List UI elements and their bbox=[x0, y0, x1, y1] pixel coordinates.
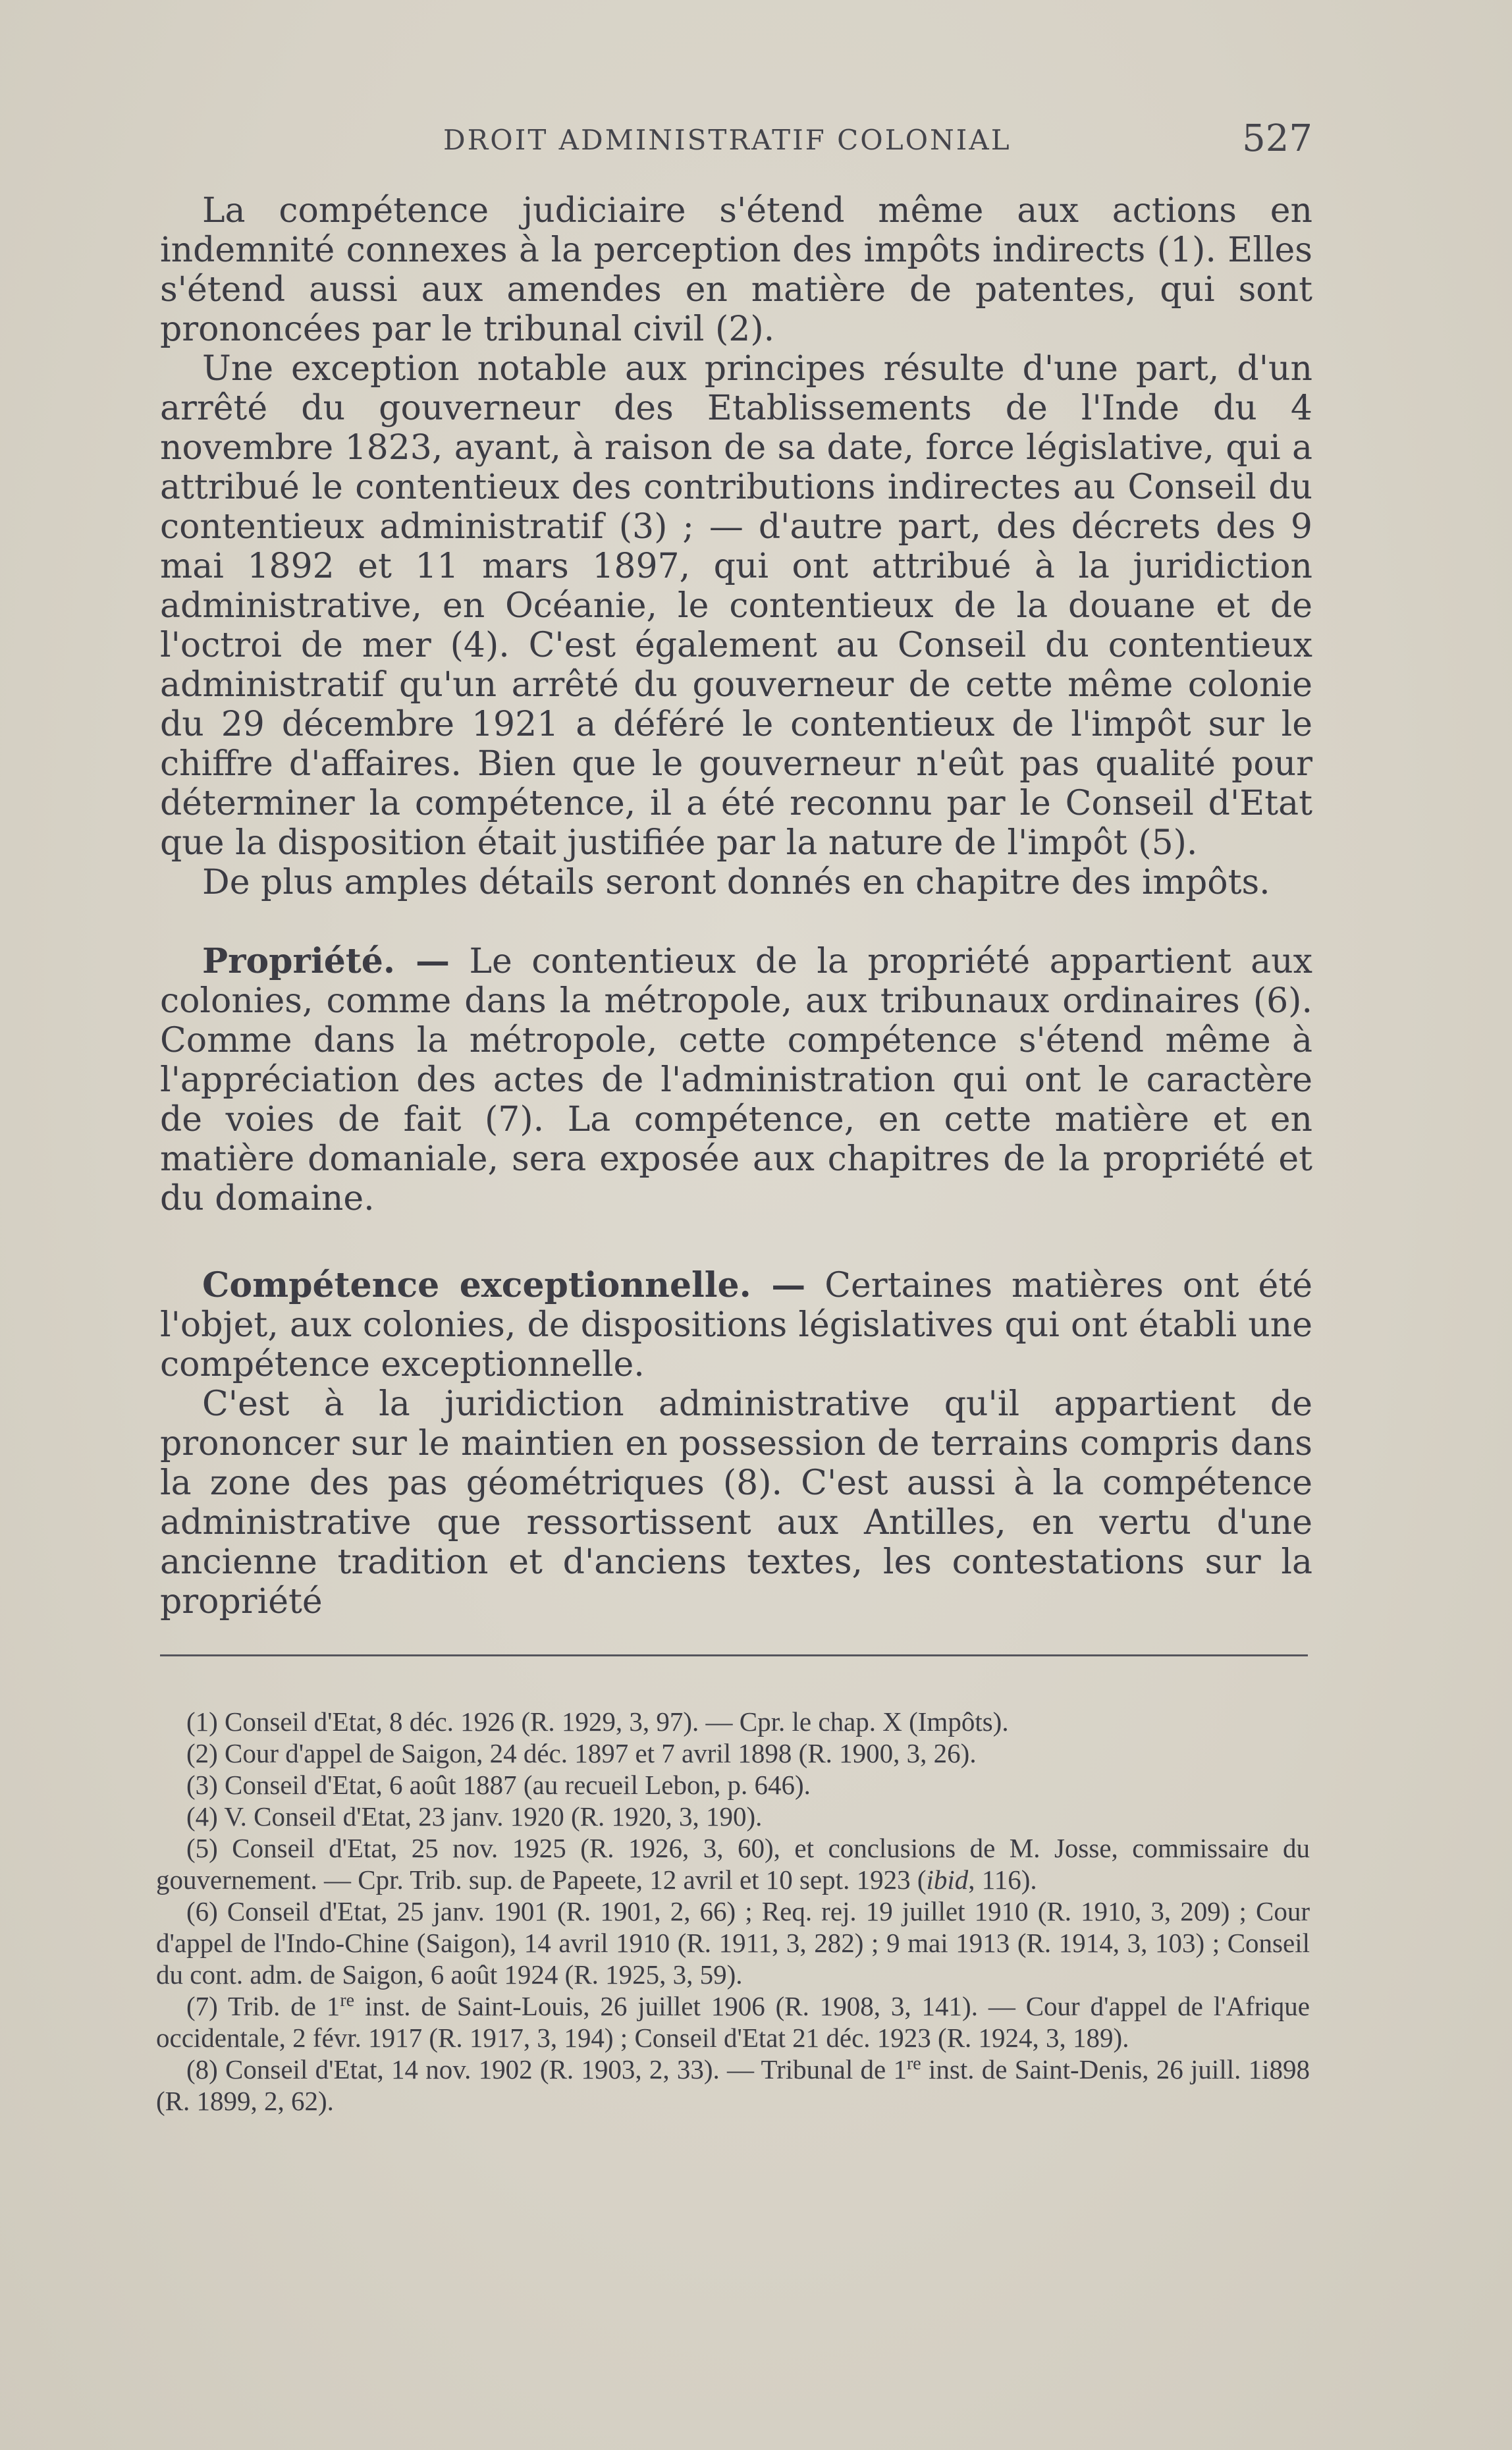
footnote-1: (1) Conseil d'Etat, 8 déc. 1926 (R. 1929, 3, 97). — Cpr. le chap. X (Impôts). bbox=[186, 1706, 1009, 1737]
section-competence-exceptionnelle bbox=[160, 1266, 1312, 1384]
footnote-8 bbox=[156, 2054, 1310, 2117]
footnote-5-ibid: ibid bbox=[926, 1865, 969, 1895]
body-text bbox=[160, 191, 1312, 1621]
footnote-5-text: (5) Conseil d'Etat, 25 nov. 1925 (R. 1926, 3, 60), et conclusions de M. Josse, commissaire du gouvernement. — Cpr. Trib. sup. de Papeete, 12 avril et 10 sept. 1923 ( bbox=[156, 1833, 1310, 1895]
paragraph-amples-details: De plus amples détails seront donnés en chapitre des impôts. bbox=[202, 863, 1270, 902]
heading-propriete: Propriété. — bbox=[202, 941, 450, 981]
footnote-3: (3) Conseil d'Etat, 6 août 1887 (au recueil Lebon, p. 646). bbox=[186, 1770, 811, 1800]
footnote-divider bbox=[160, 1654, 1308, 1656]
footnote-7-sup: re bbox=[340, 1990, 355, 2011]
page-number: 527 bbox=[1242, 117, 1312, 160]
paragraph-competence-judiciaire: La compétence judiciaire s'étend même aux actions en indemnité connexes à la perception des impôts indirects (1). Elles s'étend aussi aux amendes en matière de patentes, qui sont prononcées par le tribunal civil (2). bbox=[160, 191, 1312, 349]
footnote-7 bbox=[156, 1990, 1310, 2054]
footnote-7-text-b: inst. de Saint-Louis, 26 juillet 1906 (R. 1908, 3, 141). — Cour d'appel de l'Afrique occidentale, 2 févr. 1917 (R. 1917, 3, 194) ; Conseil d'Etat 21 déc. 1923 (R. 1924, 3, 189). bbox=[156, 1991, 1310, 2053]
paragraph-exception-notable: Une exception notable aux principes résulte d'une part, d'un arrêté du gouverneur des Etablissements de l'Inde du 4 novembre 1823, ayant, à raison de sa date, force législative, qui a attribué le contentieux des contributions indirectes au Conseil du contentieux administratif (3) ; — d'autre part, des décrets des 9 mai 1892 et 11 mars 1897, qui ont attribué à la juridiction administrative, en Océanie, le contentieux de la douane et de l'octroi de mer (4). C'est également au Conseil du contentieux administratif qu'un arrêté du gouverneur de cette même colonie du 29 décembre 1921 a déféré le contentieux de l'impôt sur le chiffre d'affaires. Bien que le gouverneur n'eût pas qualité pour déterminer la compétence, il a été reconnu par le Conseil d'Etat que la disposition était justifiée par la nature de l'impôt (5). bbox=[160, 349, 1312, 863]
footnote-8-text-a: (8) Conseil d'Etat, 14 nov. 1902 (R. 1903, 2, 33). — Tribunal de 1 bbox=[186, 2054, 907, 2084]
footnotes bbox=[156, 1706, 1310, 2117]
footnote-7-text-a: (7) Trib. de 1 bbox=[186, 1991, 340, 2021]
section-propriete bbox=[160, 942, 1312, 1218]
footnote-5-end: , 116). bbox=[968, 1865, 1037, 1895]
footnote-4: (4) V. Conseil d'Etat, 23 janv. 1920 (R. 1920, 3, 190). bbox=[186, 1801, 763, 1832]
heading-competence-exceptionnelle: Compétence exceptionnelle. — bbox=[202, 1265, 806, 1305]
page-header bbox=[160, 117, 1312, 163]
footnote-6: (6) Conseil d'Etat, 25 janv. 1901 (R. 1901, 2, 66) ; Req. rej. 19 juillet 1910 (R. 1910, 3, 209) ; Cour d'appel de l'Indo-Chine (Saigon), 14 avril 1910 (R. 1911, 3, 282) ; 9 mai 1913 (R. 1914, 3, 103) ; Conseil du cont. adm. de Saigon, 6 août 1924 (R. 1925, 3, 59). bbox=[156, 1896, 1310, 1990]
footnote-5 bbox=[156, 1832, 1310, 1895]
propriete-text: Le contentieux de la propriété appartient aux colonies, comme dans la métropole, aux tribunaux ordinaires (6). Comme dans la métropole, cette compétence s'étend même à l'appréciation des actes de l'administration qui ont le caractère de voies de fait (7). La compétence, en cette matière et en matière domaniale, sera exposée aux chapitres de la propriété et du domaine. bbox=[160, 942, 1312, 1218]
competence-text: Certaines matières ont été l'objet, aux colonies, de dispositions législatives qui ont établi une compétence exceptionnelle. bbox=[160, 1266, 1312, 1384]
footnote-2: (2) Cour d'appel de Saigon, 24 déc. 1897 et 7 avril 1898 (R. 1900, 3, 26). bbox=[186, 1738, 977, 1768]
paragraph-juridiction-administrative: C'est à la juridiction administrative qu'il appartient de prononcer sur le maintien en possession de terrains compris dans la zone des pas géométriques (8). C'est aussi à la compétence administrative que ressortissent aux Antilles, en vertu d'une ancienne tradition et d'anciens textes, les contestations sur la propriété bbox=[160, 1384, 1312, 1621]
footnote-8-text-b: inst. de Saint-Denis, 26 juill. 1i898 (R. 1899, 2, 62). bbox=[156, 2054, 1310, 2116]
running-title: DROIT ADMINISTRATIF COLONIAL bbox=[443, 124, 1012, 156]
footnote-8-sup: re bbox=[906, 2054, 921, 2074]
